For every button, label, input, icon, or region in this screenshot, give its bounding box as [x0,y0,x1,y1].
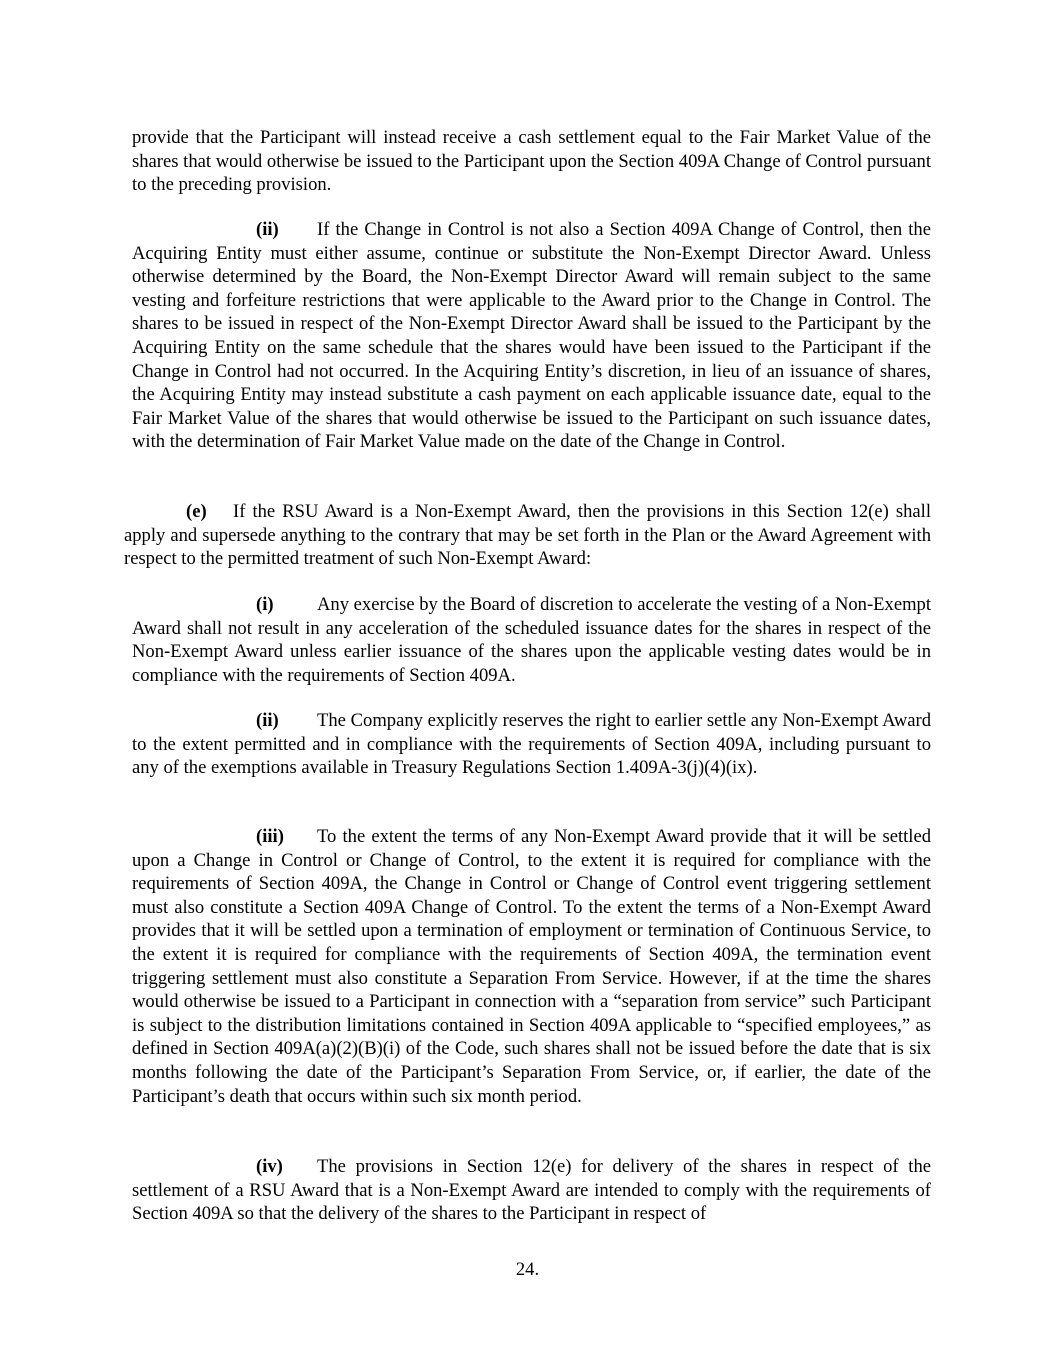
clause-text: If the Change in Control is not also a Section 409A Change of Control, then the Acquiring Entity must either assume, continue or substitute the Non-Exempt Director Award. Unless otherwise determined by the Board, the Non-Exempt Director Award will remain subject to the same vesting and forfeiture restrictions that were applicable to the Award prior to the Change in Control. The shares to be issued in respect of the Non-Exempt Director Award shall be issued to the Participant by the Acquiring Entity on the same schedule that the shares would have been issued to the Participant if the Change in Control had not occurred. In the Acquiring Entity’s discretion, in lieu of an issuance of shares, the Acquiring Entity may instead substitute a cash payment on each applicable issuance date, equal to the Fair Market Value of the shares that would otherwise be issued to the Participant on such issuance dates, with the determination of Fair Market Value made on the date of the Change in Control. [132,219,931,453]
clause-text: The Company explicitly reserves the right to earlier settle any Non-Exempt Award to the extent permitted and in compliance with the requirements of Section 409A, including pursuant to any of the exemptions available in Treasury Regulations Section 1.409A-3(j)(4)(ix). [132,710,931,779]
page-number: 24. [515,1259,540,1280]
paragraph-d-ii [132,218,931,454]
paragraph-continuation: provide that the Participant will instead receive a cash settlement equal to the Fair Market Value of the shares that would otherwise be issued to the Participant upon the Section 409A Change of Control pursuant to the preceding provision. [132,127,931,196]
clause-label: (ii) [256,710,279,731]
clause-label: (ii) [256,219,279,240]
clause-label: (iv) [256,1156,283,1177]
clause-text: The provisions in Section 12(e) for delivery of the shares in respect of the settlement of a RSU Award that is a Non-Exempt Award are intended to comply with the requirements of Section 409A so that the delivery of the shares to the Participant in respect of [132,1156,931,1225]
paragraph-e [124,500,931,571]
clause-label: (iii) [256,826,284,847]
clause-text: Any exercise by the Board of discretion to accelerate the vesting of a Non-Exempt Award shall not result in any acceleration of the scheduled issuance dates for the shares in respect of the Non-Exempt Award unless earlier issuance of the shares upon the applicable vesting dates would be in compliance with the requirements of Section 409A. [132,594,931,686]
section-label: (e) [186,501,207,522]
clause-text: To the extent the terms of any Non-Exempt Award provide that it will be settled upon a Change in Control or Change of Control, to the extent it is required for compliance with the requirements of Section 409A, the Change in Control or Change of Control event triggering settlement must also constitute a Section 409A Change of Control. To the extent the terms of a Non-Exempt Award provides that it will be settled upon a termination of employment or termination of Continuous Service, to the extent it is required for compliance with the requirements of Section 409A, the termination event triggering settlement must also constitute a Separation From Service. However, if at the time the shares would otherwise be issued to a Participant in connection with a “separation from service” such Participant is subject to the distribution limitations contained in Section 409A applicable to “specified employees,” as defined in Section 409A(a)(2)(B)(i) of the Code, such shares shall not be issued before the date that is six months following the date of the Participant’s Separation From Service, or, if earlier, the date of the Participant’s death that occurs within such six month period. [132,826,931,1107]
paragraph-e-ii [132,709,931,780]
paragraph-e-iv [132,1155,931,1226]
paragraph-e-i [132,593,931,687]
section-text: If the RSU Award is a Non-Exempt Award, then the provisions in this Section 12(e) shall apply and supersede anything to the contrary that may be set forth in the Plan or the Award Agreement with respect to the permitted treatment of such Non-Exempt Award: [124,501,931,570]
clause-label: (i) [256,594,274,615]
paragraph-e-iii [132,825,931,1108]
